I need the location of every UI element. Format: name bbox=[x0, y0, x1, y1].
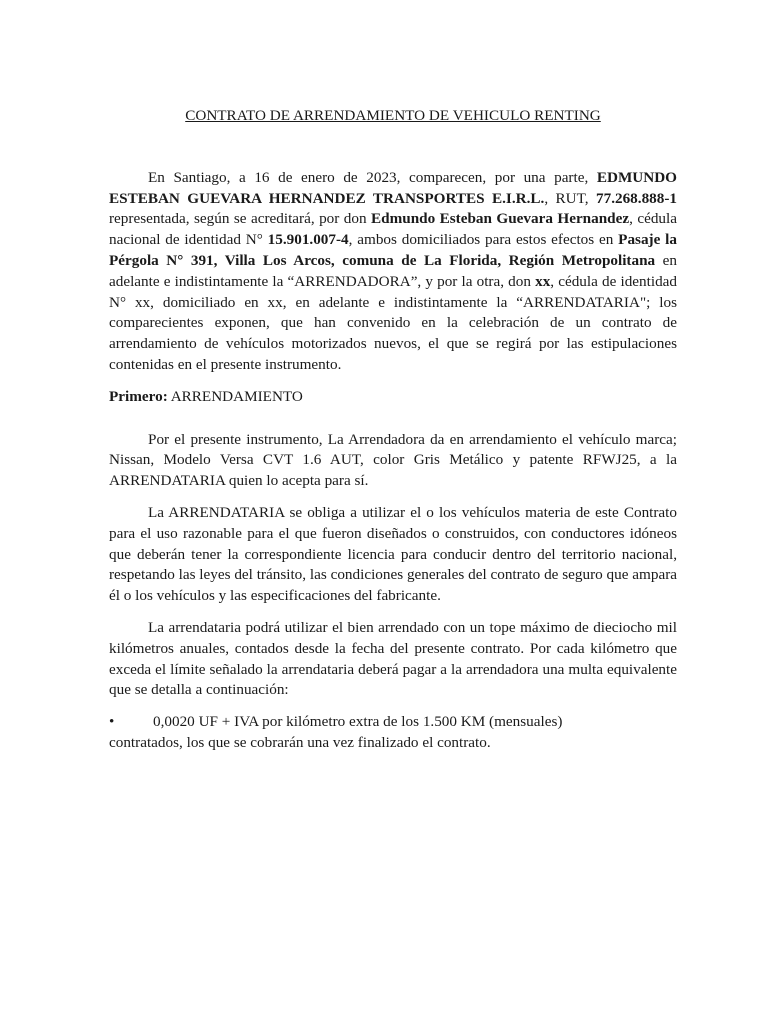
intro-paragraph bbox=[109, 168, 677, 376]
representative-id: 15.901.007-4 bbox=[267, 231, 349, 249]
paragraph-mileage: La arrendataria podrá utilizar el bien arrendado con un tope máximo de dieciocho mil kilómetros anuales, contados desde la fecha del presente contrato. Por cada kilómetro que exceda el límite señalado la arrendataria deberá pagar a la arrendadora una multa equivalente que se detalla a continuación: bbox=[109, 618, 677, 699]
bullet-line-1: 0,0020 UF + IVA por kilómetro extra de los 1.500 KM (mensuales) bbox=[153, 713, 563, 731]
intro-text-7: , cédula de identidad N° xx, domiciliado en xx, en adelante e indistintamente la “ARRENDATARIA"; los comparecientes exponen, que han convenido en la celebración de un contrato de arrendamiento de vehículos motorizados nuevos, el que se regirá por las estipulaciones contenidas en el presente instrumento. bbox=[109, 272, 677, 373]
lessee-name: xx bbox=[535, 272, 551, 290]
representative-name: Edmundo Esteban Guevara Hernandez bbox=[371, 210, 630, 228]
intro-text-4: , cédula nacional de identidad N° bbox=[109, 210, 677, 249]
document-page bbox=[109, 106, 677, 754]
intro-text-3: representada, según se acreditará, por don bbox=[109, 210, 372, 228]
section-label: Primero: bbox=[109, 387, 168, 405]
bullet-item bbox=[109, 712, 677, 754]
company-name: EDMUNDO ESTEBAN GUEVARA HERNANDEZ TRANSPORTES E.I.R.L. bbox=[109, 168, 677, 207]
document-title: CONTRATO DE ARRENDAMIENTO DE VEHICULO RENTING bbox=[185, 107, 601, 124]
section-name: ARRENDAMIENTO bbox=[167, 387, 303, 405]
intro-text-6: en adelante e indistintamente la “ARRENDADORA”, y por la otra, don bbox=[109, 251, 677, 290]
bullet-line-2: contratados, los que se cobrarán una vez finalizado el contrato. bbox=[109, 733, 491, 751]
section-heading-primero bbox=[109, 387, 677, 408]
paragraph-obligations: La ARRENDATARIA se obliga a utilizar el o los vehículos materia de este Contrato para el uso razonable para el que fueron diseñados o construidos, con conductores idóneos que deberán tener la correspondiente licencia para conducir dentro del territorio nacional, respetando las leyes del tránsito, las condiciones generales del contrato de seguro que ampara él o los vehículos y las especificaciones del fabricante. bbox=[109, 503, 677, 605]
company-address: Pasaje la Pérgola N° 391, Villa Los Arcos, comuna de La Florida, Región Metropolitana bbox=[109, 231, 677, 269]
paragraph-vehicle: Por el presente instrumento, La Arrendadora da en arrendamiento el vehículo marca; Nissan, Modelo Versa CVT 1.6 AUT, color Gris Metálico y patente RFWJ25, a la ARRENDATARIA quien lo acepta para sí. bbox=[109, 430, 677, 490]
intro-text-1: En Santiago, a 16 de enero de 2023, comparecen, por una parte, bbox=[148, 168, 597, 186]
intro-text-5: , ambos domiciliados para estos efectos en bbox=[348, 231, 619, 249]
bullet-marker: • bbox=[109, 713, 115, 731]
intro-text-2: , RUT, bbox=[544, 189, 596, 207]
company-rut: 77.268.888-1 bbox=[596, 189, 677, 207]
